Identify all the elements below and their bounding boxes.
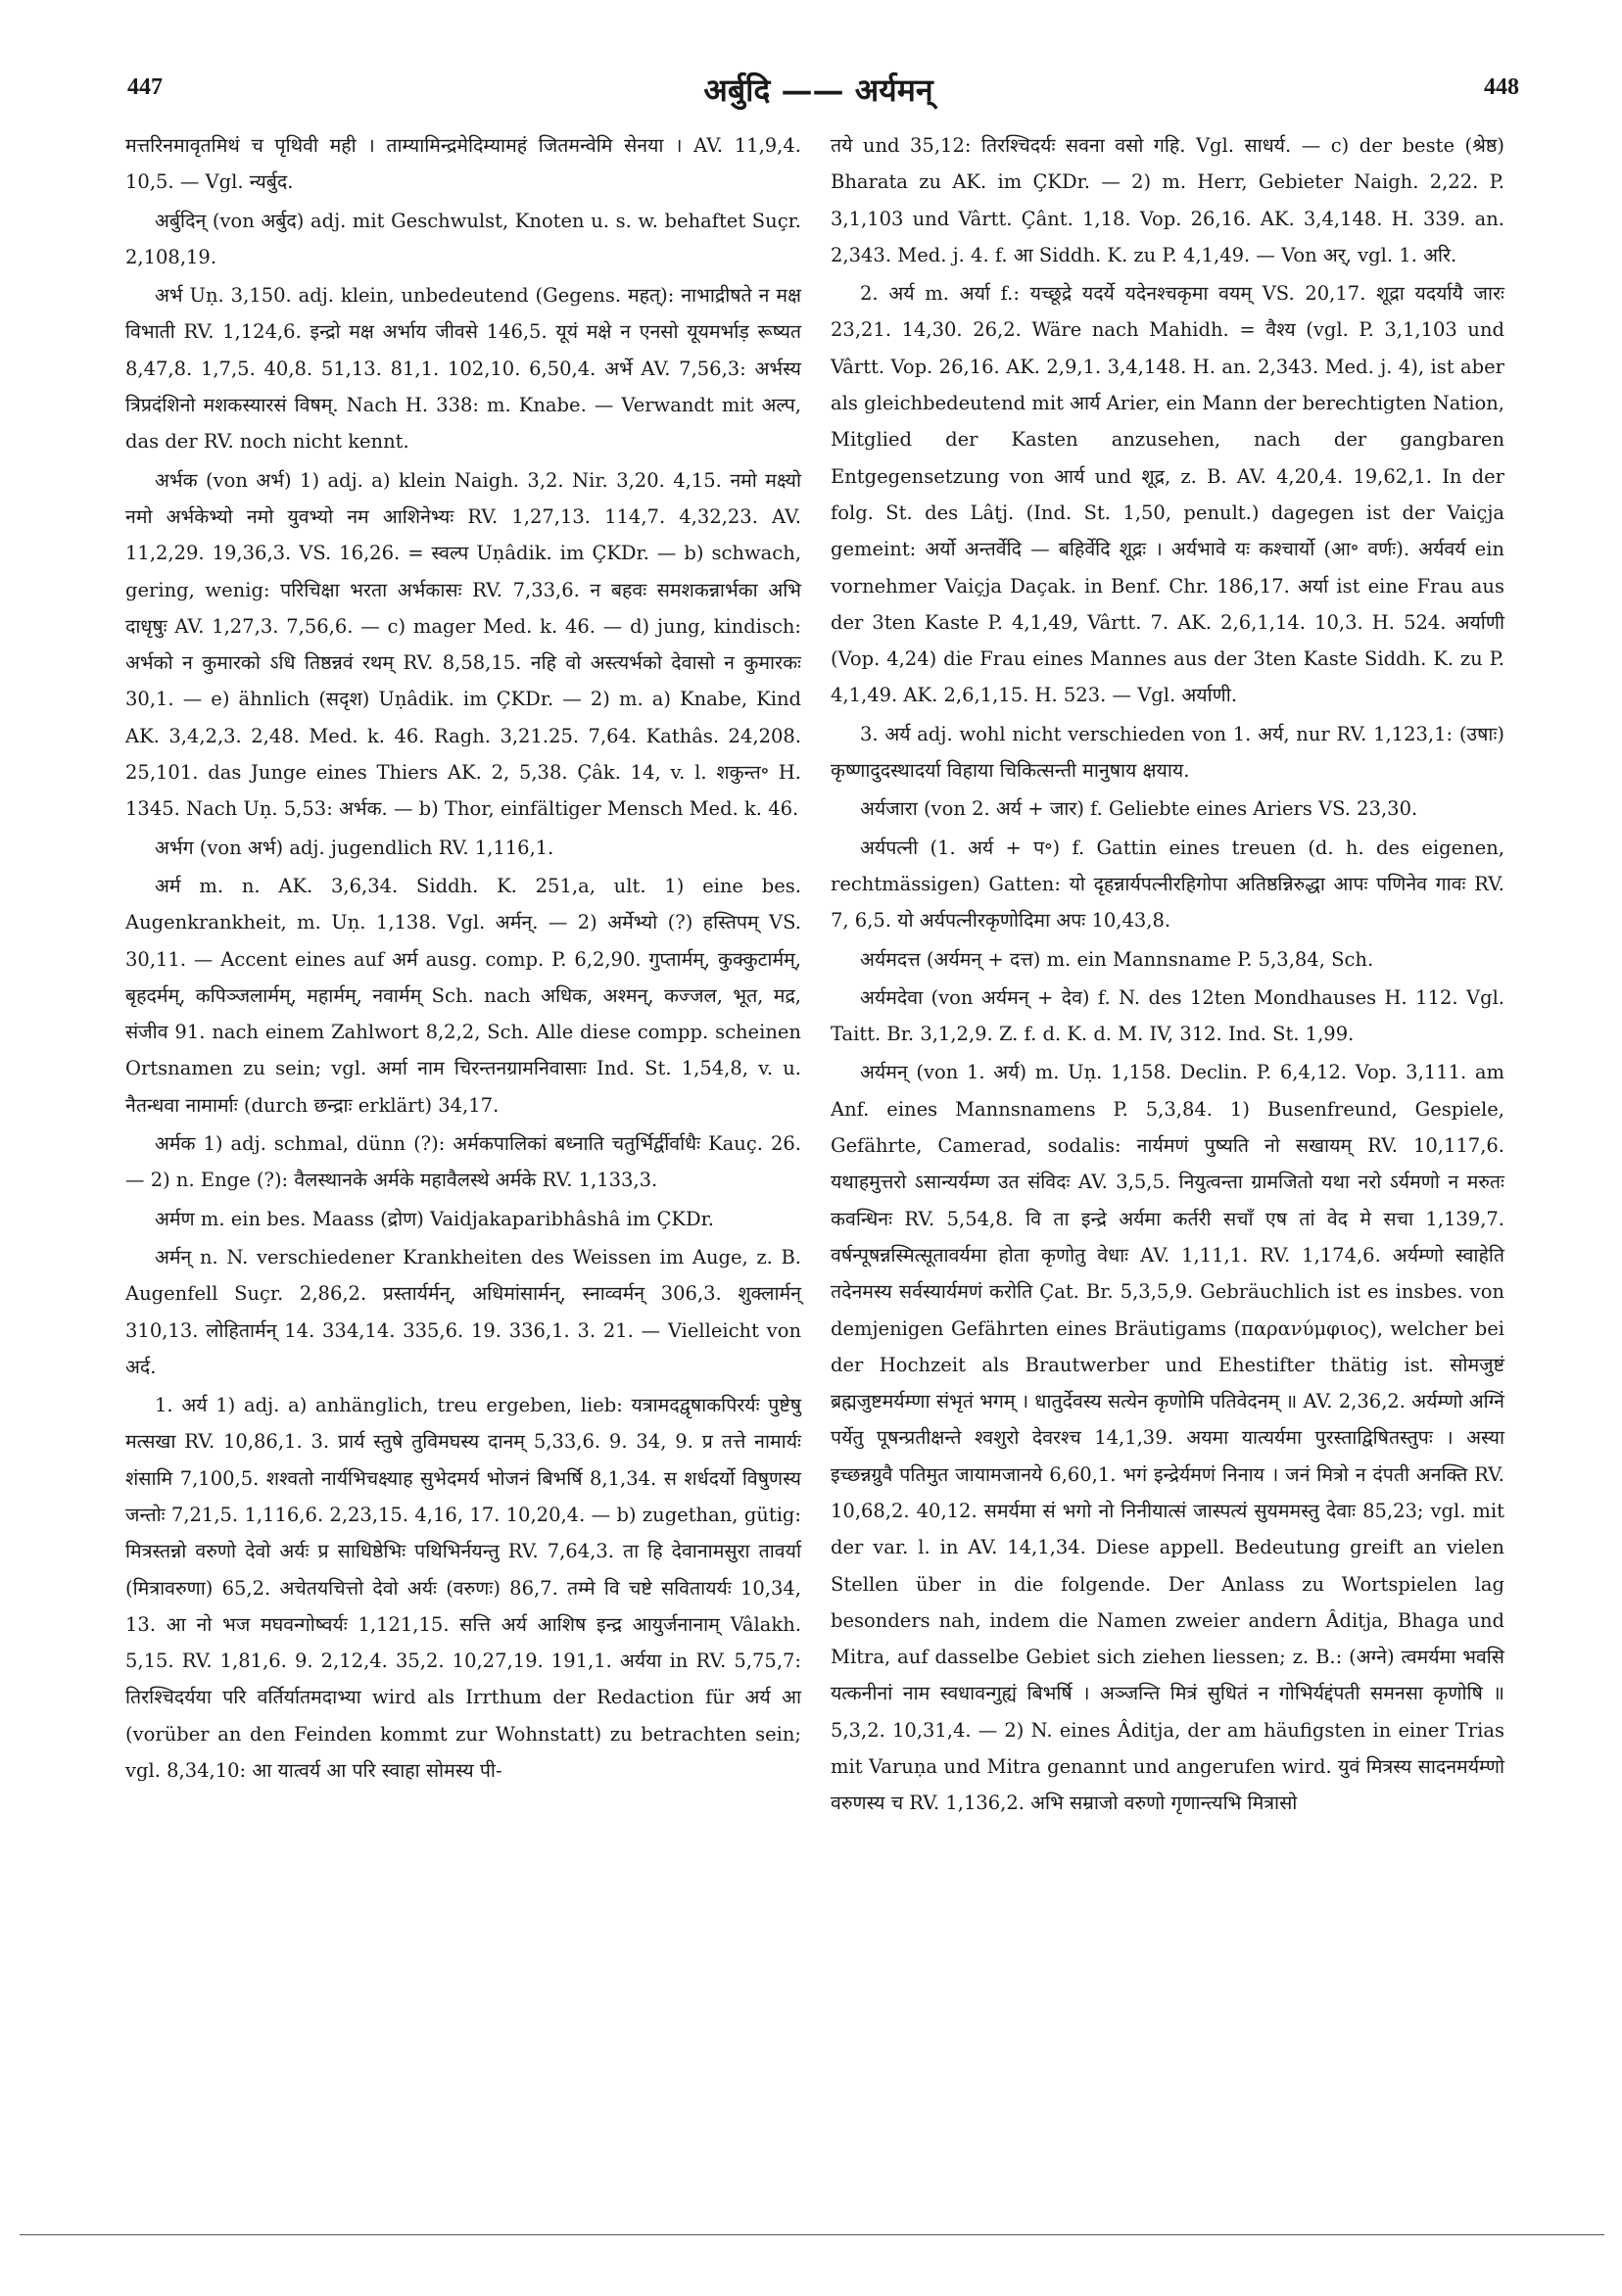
entry-continuation: तये und 35,12: तिरश्चिदर्यः सवना वसो गहि. Vgl. साधर्य. — c) der beste (श्रेष्ठ) Bharata zu AK. im ÇKDr. — 2) m. Herr, Gebieter Naigh. 2,22. P. 3,1,103 und Vârtt. Çânt. 1,18. Vop. 26,16. AK. 3,4,148. H. 339. an. 2,343. Med. j. 4. f. आ Siddh. K. zu P. 4,1,49. — Von अर्, vgl. 1. अरि. (831, 134, 1504, 266)
left-column (125, 127, 801, 1791)
footer-rule (20, 2234, 1604, 2235)
right-column (831, 127, 1504, 1824)
entry-arbudin: अर्बुदिन् (von अर्बुद) adj. mit Geschwulst, Knoten u. s. w. behaftet Suçr. 2,108,19. (125, 209, 801, 268)
entry-arbhaga: अर्भग (von अर्भ) adj. jugendlich RV. 1,116,1. (155, 836, 554, 859)
entry-aryajara: अर्यजारा (von 2. अर्य + जार) f. Geliebte eines Ariers VS. 23,30. (860, 797, 1418, 821)
running-title: अर्बुदि —— अर्यमन् (703, 72, 933, 109)
entry-arbhaka: अर्भक (von अर्भ) 1) adj. a) klein Naigh. 3,2. Nir. 3,20. 4,15. नमो मक्ष्यो नमो अर्भकेभ्यो नमो युवभ्यो नम आशिनेभ्यः RV. 1,27,13. 114,7. 4,32,23. AV. 11,2,29. 19,36,3. VS. 16,26. = स्वल्प Uṇâdik. im ÇKDr. — b) schwach, gering, wenig: परिचिक्षा भरता अर्भकासः RV. 7,33,6. न बहवः समशकन्नार्भका अभि दाधृषुः AV. 1,27,3. 7,56,6. — c) mager Med. k. 46. — d) jung, kindisch: अर्भको न कुमारको ऽधि तिष्ठन्नवं रथम् RV. 8,58,15. नहि वो अस्त्यर्भको देवासो न कुमारकः 30,1. — e) ähnlich (सदृश) Uṇâdik. im ÇKDr. — 2) m. a) Knabe, Kind AK. 3,4,2,3. 2,48. Med. k. 46. Ragh. 3,21.25. 7,64. Kathâs. 24,208. 25,101. das Junge eines Thiers AK. 2, 5,38. Çâk. 14, v. l. शकुन्त॰ H. 1345. Nach Uṇ. 5,53: अर्भक. — b) Thor, einfältiger Mensch Med. k. 46. (125, 468, 801, 821)
entry-arya-2: 2. अर्य m. अर्या f.: यच्छूद्रे यदर्ये यदेनश्चकृमा वयम् VS. 20,17. शूद्रा यदर्यायै जारः 23,21. 14,30. 26,2. Wäre nach Mahidh. = वैश्य (vgl. P. 3,1,103 und Vârtt. Vop. 26,16. AK. 2,9,1. 3,4,148. H. an. 2,343. Med. j. 4), ist aber als gleichbedeutend mit आर्य Arier, ein Mann der berechtigten Nation, Mitglied der Kasten anzusehen, nach der gangbaren Entgegensetzung von आर्य und शूद्र, z. B. AV. 4,20,4. 19,62,1. In der folg. St. des Lâṭj. (Ind. St. 1,50, penult.) dagegen ist der Vaiçja gemeint: अर्यो अन्तर्वेदि — बहिर्वेदि शूद्रः । अर्यभावे यः कश्चार्यो (आ॰ वर्णः). अर्यवर्य ein vornehmer Vaiçja Daçak. in Benf. Chr. 186,17. अर्या ist eine Frau aus der 3ten Kaste P. 4,1,49, Vârtt. 7. AK. 2,6,1,14. 10,3. H. 524. अर्याणी (Vop. 4,24) die Frau eines Mannes aus der 3ten Kaste Siddh. K. zu P. 4,1,49. AK. 2,6,1,15. H. 523. — Vgl. अर्याणी. (831, 282, 1504, 707)
entry-aryamadatta: अर्यमदत्त (अर्यमन् + दत्त) m. ein Mannsname P. 5,3,84, Sch. (860, 947, 1374, 971)
entry-continuation: मत्तरिनमावृतमिथं च पृथिवी मही । ताम्यामिन्द्रमेदिम्यामहं जितमन्वेमि सेनया । AV. 11,9,4. 10,5. — Vgl. न्यर्बुद. (125, 134, 801, 194)
entry-arya-3: 3. अर्य adj. wohl nicht verschieden von 1. अर्य, nur RV. 1,123,1: (उषाः) कृष्णादुदस्थादर्या विहाया चिकित्सन्ती मानुषाय क्षयाय. (831, 722, 1504, 783)
entry-armana: अर्मण m. ein bes. Maass (द्रोण) Vaidjakaparibhâshâ im ÇKDr. (155, 1207, 714, 1230)
entry-arya-1: 1. अर्य 1) adj. a) anhänglich, treu ergeben, lieb: यत्रामदद्वृषाकपिरर्यः पुष्टेषु मत्सखा RV. 10,86,1. 3. प्रार्य स्तुषे तुविमघस्य दानम् 5,33,6. 9. 34, 9. प्र तत्ते नामार्यः शंसामि 7,100,5. शश्वतो नार्यभिचक्ष्याह सुभेदमर्य भोजनं बिभर्षि 8,1,34. स शर्धदर्यो विषुणस्य जन्तोः 7,21,5. 1,116,6. 2,23,15. 4,16, 17. 10,20,4. — b) zugethan, gütig: मित्रस्तन्नो वरुणो देवो अर्यः प्र साधिष्ठेभिः पथिभिर्नयन्तु RV. 7,64,3. ता हि देवानामसुरा तावर्या (मित्रावरुणा) 65,2. अचेतयचित्तो देवो अर्यः (वरुणः) 86,7. तम्मे वि चष्टे सवितायर्यः 10,34, 13. आ नो भज मघवन्गोष्वर्यः 1,121,15. सत्ति अर्य आशिष इन्द्र आयुर्जनानाम् Vâlakh. 5,15. RV. 1,81,6. 9. 2,12,4. 35,2. 10,27,19. 191,1. अर्यया in RV. 5,75,7: तिरश्चिदर्यया परि वर्तिर्यातमदाभ्या wird als Irrthum der Redaction für अर्य आ (vorüber an den Feinden kommt zur Wohnstatt) zu betrachten sein; vgl. 8,34,10: आ यात्वर्य आ परि स्वाहा सोमस्य पी- (125, 1394, 801, 1783)
entry-aryapatni: अर्यपत्नी (1. अर्य + प॰) f. Gattin eines treuen (d. h. des eigenen, rechtmässigen) Gatten: यो दृहन्नार्यपत्नीरहिगोपा अतिष्ठन्निरुद्धा आपः पणिनेव गावः RV. 7, 6,5. यो अर्यपत्नीरकृणोदिमा अपः 10,43,8. (831, 836, 1504, 933)
entry-aryaman: अर्यमन् (von 1. अर्य) m. Uṇ. 1,158. Declin. P. 6,4,12. Vop. 3,111. am Anf. eines Mannsnamens P. 5,3,84. 1) Busenfreund, Gespiele, Gefährte, Camerad, sodalis: नार्यमणं पुष्यति नो सखायम् RV. 10,117,6. यथाहमुत्तरो ऽसान्यर्यम्ण उत संविदः AV. 3,5,5. नियुत्वन्ता ग्रामजितो यथा नरो ऽर्यमणो न मरुतः कवन्धिनः RV. 5,54,8. वि ता इन्द्रे अर्यमा कर्तरी सचाँ एष तां वेद मे सचा 1,139,7. वर्षन्पूषन्नस्मित्सूतावर्यमा होता कृणोतु वेधाः AV. 1,11,1. RV. 1,174,6. अर्यम्णो स्वाहेति तदेनमस्य सर्वस्यार्यमणं करोति Çat. Br. 5,3,5,9. Gebräuchlich ist es insbes. von demjenigen Gefährten eines Bräutigams (παρανύμφιος), welcher bei der Hochzeit als Brautwerber und Ehestifter thätig ist. सोमजुष्टं ब्रह्मजुष्टमर्यम्णा संभृतं भगम् । धातुर्देवस्य सत्येन कृणोमि पतिवेदनम् ॥ AV. 2,36,2. अर्यम्णो अग्निं पर्येतु पूषन्प्रतीक्षन्ते श्वशुरो देवरश्च 14,1,39. अयमा यात्यर्यमा पुरस्ताद्विषितस्तुपः । अस्या इच्छन्नग्रुवै पतिमुत जायामजानये 6,60,1. भगं इन्द्रेर्यमणं निनाय । जनं मित्रो न दंपती अनक्ति RV. 10,68,2. 40,12. समर्यमा सं भगो नो निनीयात्सं जास्पत्यं सुयममस्तु देवाः 85,23; vgl. mit der var. l. in AV. 14,1,34. Diese appell. Bedeutung greift an vielen Stellen über in die folgende. Der Anlass zu Wortspielen lag besonders nah, indem die Namen zweier andern Âditja, Bhaga und Mitra, auf dasselbe Gebiet sich ziehen liessen; z. B.: (अग्ने) त्वमर्यमा भवसि यत्कनीनां नाम स्वधावन्गुह्यं बिभर्षि । अञ्जन्ति मित्रं सुधितं न गोभिर्यद्दंपती समनसा कृणोषि ॥ 5,3,2. 10,31,4. — 2) N. eines Âditja, der am häufigsten in einer Trias mit Varuṇa und Mitra genannt und angerufen wird. युवं मित्रस्य सादनमर्यम्णो वरुणस्य च RV. 1,136,2. अभि सम्राजो वरुणो गृणान्त्यभि मित्रासो (831, 1061, 1504, 1815)
entry-arman: अर्मन् n. N. verschiedener Krankheiten des Weissen im Auge, z. B. Augenfell Suçr. 2,86,2. प्रस्तार्यर्मन्, अधिमांसार्मन्, स्नाव्वर्मन् 306,3. शुक्लार्मन् 310,13. लोहितार्मन् 14. 334,14. 335,6. 19. 336,1. 3. 21. — Vielleicht von अर्द. (125, 1245, 801, 1378)
page-header (118, 69, 1519, 127)
entry-arma: अर्म m. n. AK. 3,6,34. Siddh. K. 251,a, ult. 1) eine bes. Augenkrankheit, m. Uṇ. 1,138. Vgl. अर्मन्. — 2) अर्मेभ्यो (?) हस्तिपम् VS. 30,11. — Accent eines auf अर्म ausg. comp. P. 6,2,90. गुप्तार्मम्, कुक्कुटार्मम्, बृहदर्मम्, कपिञ्जलार्मम्, महार्मम्, नवार्मम् Sch. nach अधिक, अश्मन्, कज्जल, भूत, मद्र, संजीव 91. nach einem Zahlwort 8,2,2, Sch. Alle diese compp. scheinen Ortsnamen zu sein; vgl. अर्मा नाम चिरन्तनग्रामनिवासाः Ind. St. 1,54,8, v. u. नैतन्धवा नामार्माः (durch छन्द्राः erklärt) 34,17. (125, 874, 801, 1117)
entry-arbha: अर्भ Uṇ. 3,150. adj. klein, unbedeutend (Gegens. महत्): नाभाद्रीषते न मक्ष विभाती RV. 1,124,6. इन्द्रो मक्ष अर्भाय जीवसे 146,5. यूयं मक्षे न एनसो यूयमर्भाड़ रूष्यत 8,47,8. 1,7,5. 40,8. 51,13. 81,1. 102,10. 6,50,4. अर्भे AV. 7,56,3: अर्भस्य त्रिप्रदंशिनो मशकस्यारसं विषम्. Nach H. 338: m. Knabe. — Verwandt mit अल्प, das der RV. noch nicht kennt. (125, 284, 801, 454)
entry-aryamadeva: अर्यमदेवा (von अर्यमन् + देव) f. N. des 12ten Mondhauses H. 112. Vgl. Taitt. Br. 3,1,2,9. Z. f. d. K. d. M. IV, 312. Ind. St. 1,99. (831, 985, 1504, 1046)
entry-armaka: अर्मक 1) adj. schmal, dünn (?): अर्मकपालिकां बध्नाति चतुर्भिर्द्वीर्वाधैः Kauç. 26. — 2) n. Enge (?): वैलस्थानके अर्मके महावैलस्थे अर्मके RV. 1,133,3. (125, 1132, 801, 1192)
page-number-left: 447 (127, 74, 163, 100)
page-number-right: 448 (1484, 74, 1519, 100)
